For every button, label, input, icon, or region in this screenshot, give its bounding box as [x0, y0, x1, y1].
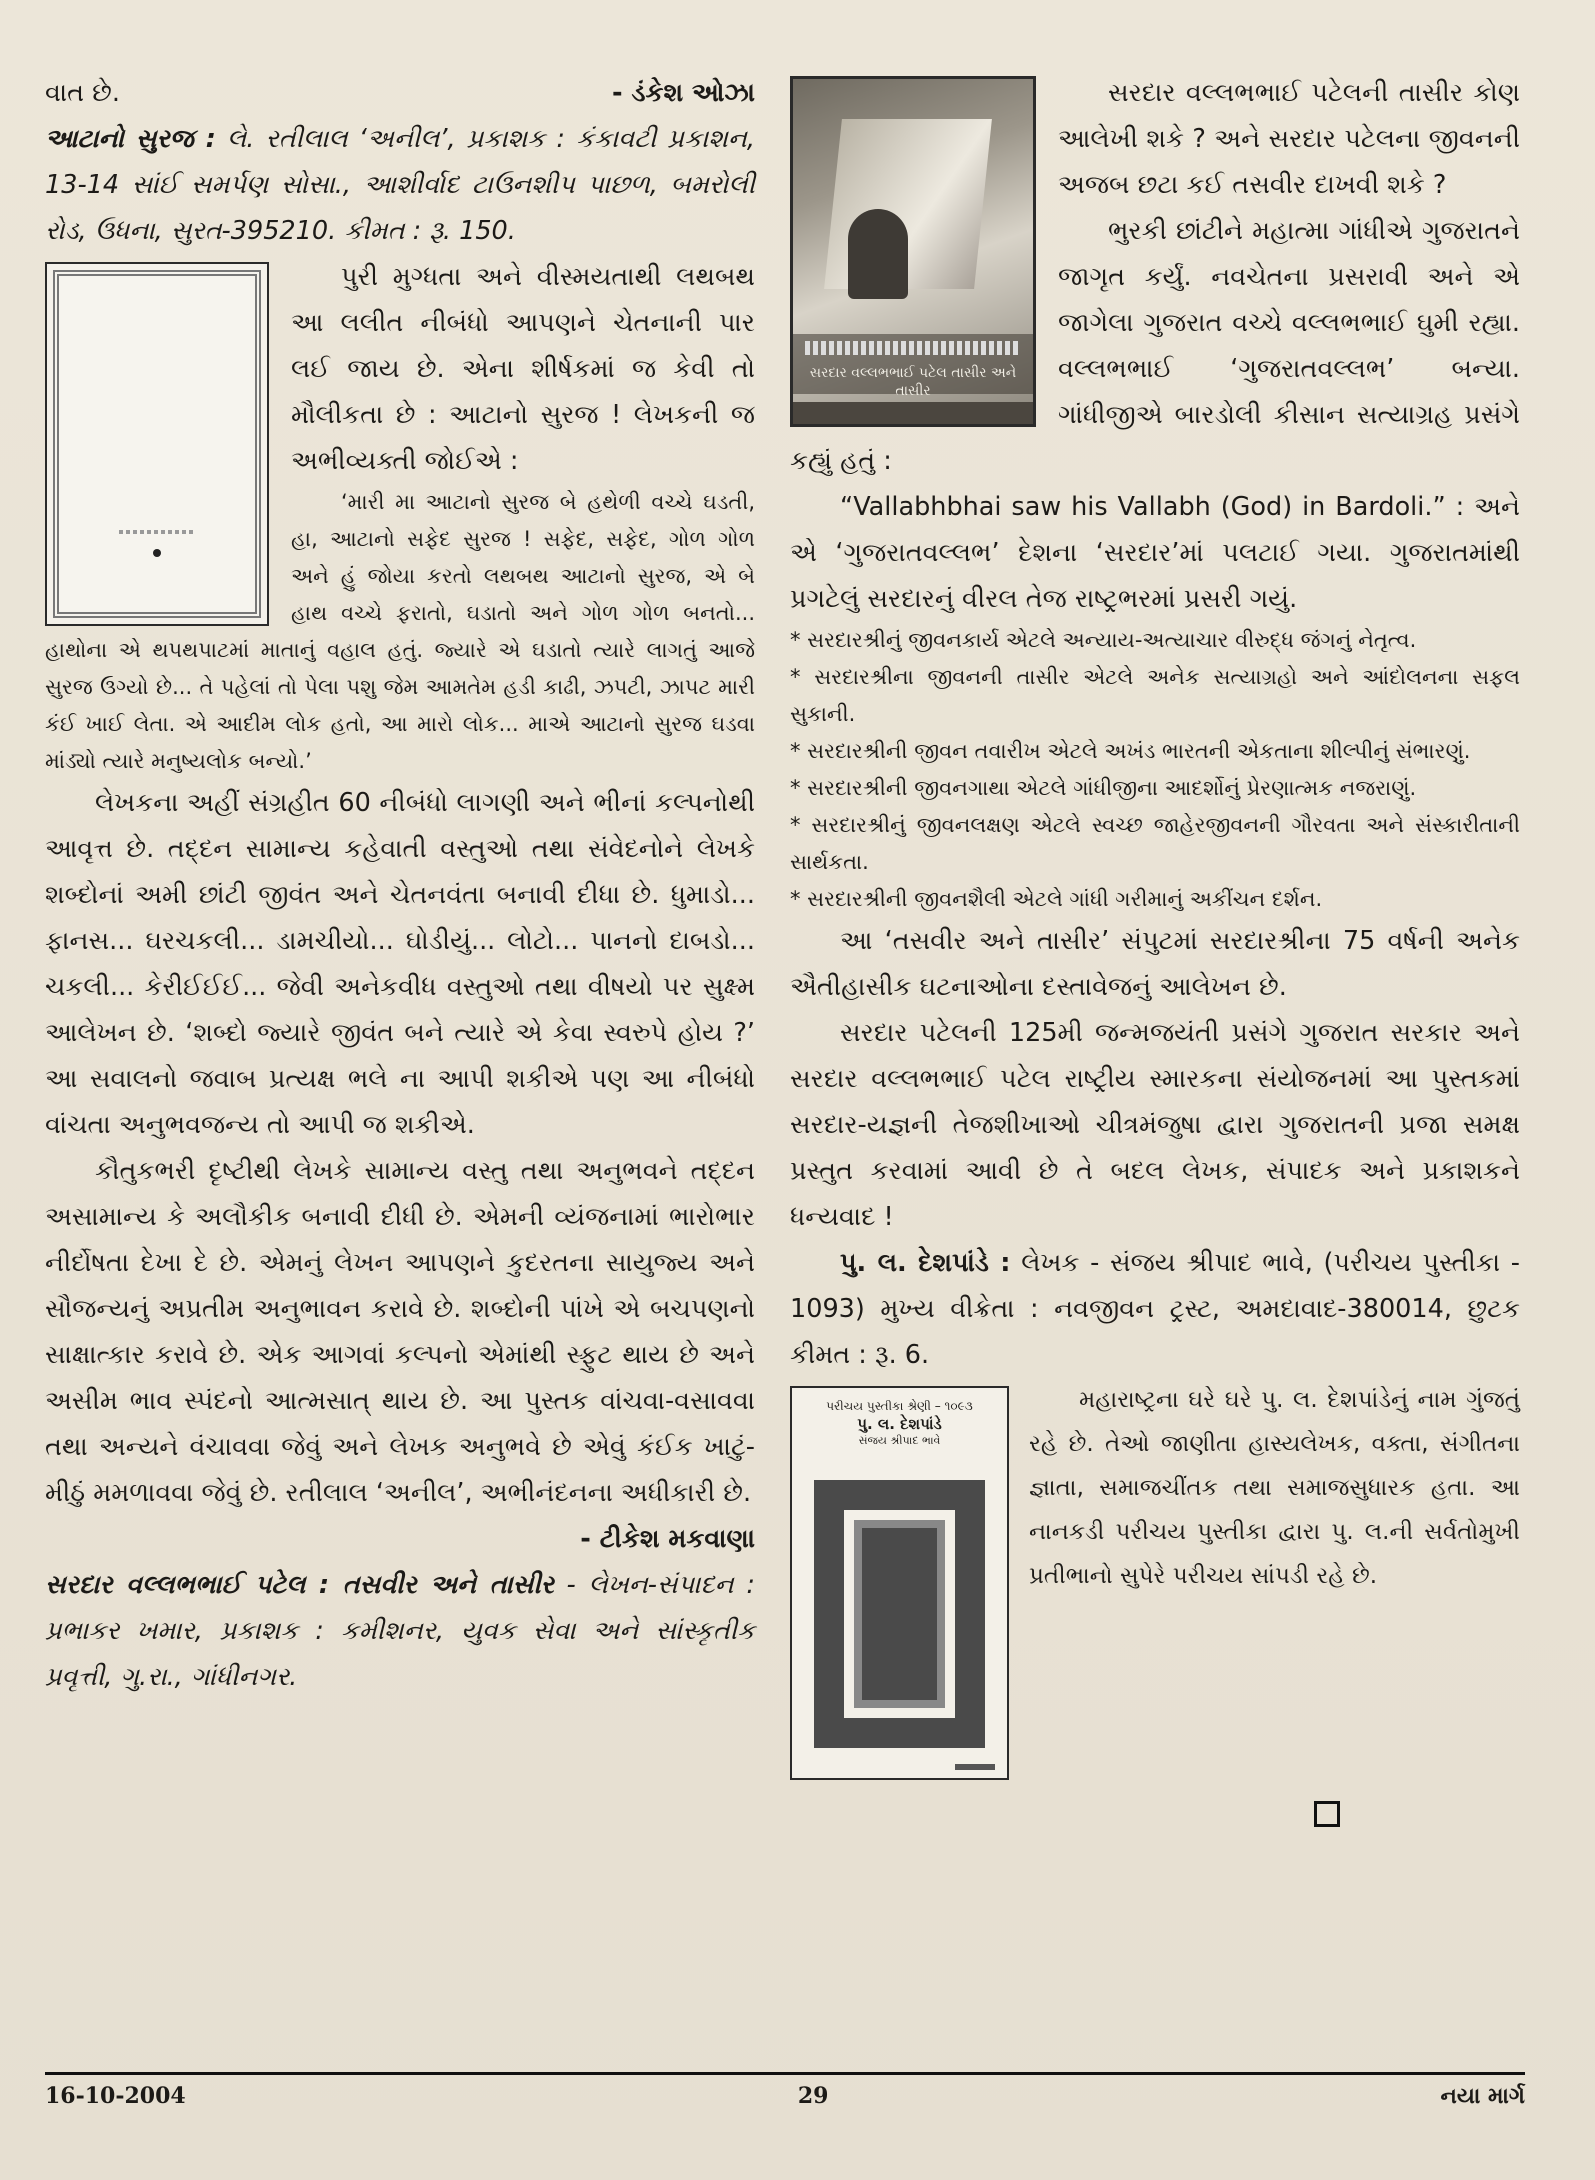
article-end-marker — [790, 1790, 1520, 1836]
previous-review-end — [45, 70, 755, 116]
end-square-icon — [1314, 1801, 1340, 1827]
book3-citation — [790, 1240, 1520, 1378]
bullet-item: * સરદારશ્રીનું જીવનકાર્ય એટલે અન્યાય-અત્યાચાર વીરુદ્ધ જંગનું નેતૃત્વ. — [790, 628, 1417, 652]
bullet-item: * સરદારશ્રીની જીવન તવારીખ એટલે અખંડ ભારતની એકતાના શીલ્પીનું સંભારણું. — [790, 739, 1471, 763]
book2-citation — [45, 1562, 755, 1700]
book3-cover-image — [790, 1386, 1009, 1780]
book1-title: આટાનો સુરજ : — [45, 124, 216, 154]
book2-details: - લેખન-સંપાદન : પ્રભાકર ખમાર, પ્રકાશક : કમીશનર, યુવક સેવા અને સાંસ્કૃતીક પ્રવૃત્તી, ગુ.રા., ગાંધીનગર. — [45, 1570, 755, 1692]
book1-details: લે. રતીલાલ ‘અનીલ’, પ્રકાશક : કંકાવટી પ્રકાશન, 13-14 સાંઈ સમર્પણ સોસા., આશીર્વાદ ટાઉનશીપ પાછળ, બમરોલી રોડ, ઉધના, સુરત-395210. કીમત : રૂ. 150. — [45, 124, 755, 246]
book2-cover-title: સરદાર વલ્લભભાઈ પટેલ તાસીર અને તાસીર — [809, 365, 1017, 399]
book2-cover-image — [790, 76, 1036, 427]
book3-details: લેખક - સંજય શ્રીપાદ ભાવે, (પરીચય પુસ્તીકા - 1093) મુખ્ય વીક્રેતા : નવજીવન ટ્રસ્ટ, અમદાવાદ-380014, છુટક કીમત : રૂ. 6. — [790, 1248, 1520, 1370]
book1-reviewer: - ટીકેશ મકવાણા — [580, 1524, 755, 1554]
book1-review-para3: કૌતુકભરી દૃષ્ટીથી લેખકે સામાન્ય વસ્તુ તથા અનુભવને તદ્દન અસામાન્ય કે અલૌકીક બનાવી દીધી છે. એમની વ્યંજનામાં ભારોભાર નીર્દોષતા દેખા દે છે. એમનું લેખન આપણને કુદરતના સાયુજ્ય અને સૌજન્યનું અપ્રતીમ અનુભાવન કરાવે છે. શબ્દોની પાંખે એ બચપણનો સાક્ષાત્કાર કરાવે છે. એક આગવાં કલ્પનો એમાંથી સ્ફુટ થાય છે અને અસીમ ભાવ સ્પંદનો આત્મસાત્ થાય છે. આ પુસ્તક વાંચવા-વસાવવા તથા અન્યને વંચાવવા જેવું અને લેખક અનુભવે છે એવું કંઈક ખાટું-મીઠું મમળાવવા જેવું છે. રતીલાલ ‘અનીલ’, અભીનંદનના અધીકારી છે. — [45, 1156, 755, 1508]
book2-review-para2: ભુરકી છાંટીને મહાત્મા ગાંધીએ ગુજરાતને જાગૃત કર્યું. નવચેતના પ્રસરાવી અને એ જાગેલા ગુજરાત વચ્ચે વલ્લભભાઈ ઘુમી રહ્યા. વલ્લભભાઈ ‘ગુજરાતવલ્લભ’ બન્યા. ગાંધીજીએ બારડોલી કીસાન સત્યાગ્રહ પ્રસંગે કહ્યું હતું : — [790, 216, 1520, 476]
book1-review-para2: લેખકના અહીં સંગ્રહીત 60 નીબંધો લાગણી અને ભીનાં કલ્પનોથી આવૃત્ત છે. તદ્દન સામાન્ય કહેવાતી વસ્તુઓ તથા સંવેદનોને લેખકે શબ્દોનાં અમી છાંટી જીવંત અને ચેતનવંતા બનાવી દીધા છે. ધુમાડો... ફાનસ... ઘરચકલી... ડામચીયો... ઘોડીયું... લોટો... પાનનો દાબડો... ચકલી... કેરીઈઈઈ... જેવી અનેકવીધ વસ્તુઓ તથા વીષયો પર સુક્ષ્મ આલેખન છે. ‘શબ્દો જ્યારે જીવંત બને ત્યારે એ કેવા સ્વરુપે હોય ?’ આ સવાલનો જવાબ પ્રત્યક્ષ ભલે ના આપી શકીએ પણ આ નીબંધો વાંચતા અનુભવજન્ય તો આપી જ શકીએ. — [45, 788, 755, 1140]
book3-review-para: મહારાષ્ટ્રના ઘરે ઘરે પુ. લ. દેશપાંડેનું નામ ગુંજતું રહે છે. તેઓ જાણીતા હાસ્યલેખક, વક્તા, સંગીતના જ્ઞાતા, સમાજચીંતક તથા સમાજસુધારક હતા. આ નાનકડી પરીચય પુસ્તીકા દ્વારા પુ. લ.ની સર્વતોમુખી પ્રતીભાનો સુપેરે પરીચય સાંપડી રહે છે. — [1029, 1387, 1520, 1589]
previous-review-author: - ડંકેશ ઓઝા — [611, 78, 755, 108]
book2-bullet-list — [790, 622, 1520, 918]
book2-review-para1: સરદાર વલ્લભભાઈ પટેલની તાસીર કોણ આલેખી શકે ? અને સરદાર પટેલના જીવનની અજબ છટા કઈ તસવીર દાખવી શકે ? — [1058, 78, 1520, 200]
book2-review-para5: સરદાર પટેલની 125મી જન્મજયંતી પ્રસંગે ગુજરાત સરકાર અને સરદાર વલ્લભભાઈ પટેલ રાષ્ટ્રીય સ્મારકના સંયોજનમાં આ પુસ્તકમાં સરદાર-યજ્ઞની તેજશીખાઓ ચીત્રમંજુષા દ્વારા ગુજરાતની પ્રજા સમક્ષ પ્રસ્તુત કરવામાં આવી છે તે બદલ લેખક, સંપાદક અને પ્રકાશકને ધન્યવાદ ! — [790, 1018, 1520, 1232]
book1-cover-image — [45, 262, 269, 626]
book2-review-para3: “Vallabhbhai saw his Vallabh (God) in Bardoli.” : અને એ ‘ગુજરાતવલ્લભ’ દેશના ‘સરદાર’માં પલટાઈ ગયા. ગુજરાતમાંથી પ્રગટેલું સરદારનું વીરલ તેજ રાષ્ટ્રભરમાં પ્રસરી ગયું. — [790, 492, 1520, 614]
book3-cover-author: સંજય શ્રીપાદ ભાવે — [858, 1434, 941, 1447]
bullet-item: * સરદારશ્રીની જીવનશૈલી એટલે ગાંધી ગરીમાનું અકીંચન દર્શન. — [790, 887, 1323, 911]
book3-title: પુ. લ. દેશપાંડે : — [840, 1248, 1011, 1278]
book1-citation — [45, 116, 755, 254]
magazine-name: નયા માર્ગ — [1440, 2083, 1525, 2109]
book2-review-para4: આ ‘તસવીર અને તાસીર’ સંપુટમાં સરદારશ્રીના 75 વર્ષની અનેક ઐતીહાસીક ઘટનાઓના દસ્તાવેજનું આલેખન છે. — [790, 926, 1520, 1002]
right-column — [790, 70, 1520, 1836]
bullet-item: * સરદારશ્રીના જીવનની તાસીર એટલે અનેક સત્યાગ્રહો અને આંદોલનના સફલ સુકાની. — [790, 665, 1520, 726]
bullet-item: * સરદારશ્રીની જીવનગાથા એટલે ગાંધીજીના આદર્શોનું પ્રેરણાત્મક નજરાણું. — [790, 776, 1417, 800]
page-number: 29 — [797, 2083, 829, 2109]
book1-review-para1: પુરી મુગ્ધતા અને વીસ્મયતાથી લથબથ આ લલીત નીબંધો આપણને ચેતનાની પાર લઈ જાય છે. એના શીર્ષકમાં જ કેવી તો મૌલીકતા છે : આટાનો સુરજ ! લેખકની જ અભીવ્યક્તી જોઈએ : — [291, 262, 755, 476]
book3-cover-title: પુ. લ. દેશપાંડે — [857, 1415, 942, 1433]
book3-cover-series: પરીચય પુસ્તીકા શ્રેણી – ૧૦૯૩ — [826, 1399, 973, 1413]
issue-date: 16-10-2004 — [45, 2083, 186, 2109]
left-column — [45, 70, 755, 1700]
book1-quote: ‘મારી મા આટાનો સુરજ બે હથેળી વચ્ચે ઘડતી, હા, આટાનો સફેદ સુરજ ! સફેદ, સફેદ, ગોળ ગોળ અને હું જોયા કરતો લથબથ આટાનો સુરજ, એ બે હાથ વચ્ચે ફરાતો, ઘડાતો અને ગોળ ગોળ બનતો... હાથોના એ થપથપાટમાં માતાનું વહાલ હતું. જ્યારે એ ઘડાતો ત્યારે લાગતું આજે સુરજ ઉગ્યો છે... તે પહેલાં તો પેલા પશુ જેમ આમતેમ હડી કાઢી, ઝપટી, ઝાપટ મારી કંઈ ખાઈ લેતા. એ આદીમ લોક હતો, આ મારો લોક... માએ આટાનો સુરજ ઘડવા માંડ્યો ત્યારે મનુષ્યલોક બન્યો.’ — [45, 490, 755, 773]
bullet-item: * સરદારશ્રીનું જીવનલક્ષણ એટલે સ્વચ્છ જાહેરજીવનની ગૌરવતા અને સંસ્કારીતાની સાર્થકતા. — [790, 813, 1520, 874]
book2-title: સરદાર વલ્લભભાઈ પટેલ : તસવીર અને તાસીર — [45, 1570, 554, 1600]
previous-review-text: વાત છે. — [45, 78, 120, 108]
page-footer — [45, 2072, 1525, 2109]
